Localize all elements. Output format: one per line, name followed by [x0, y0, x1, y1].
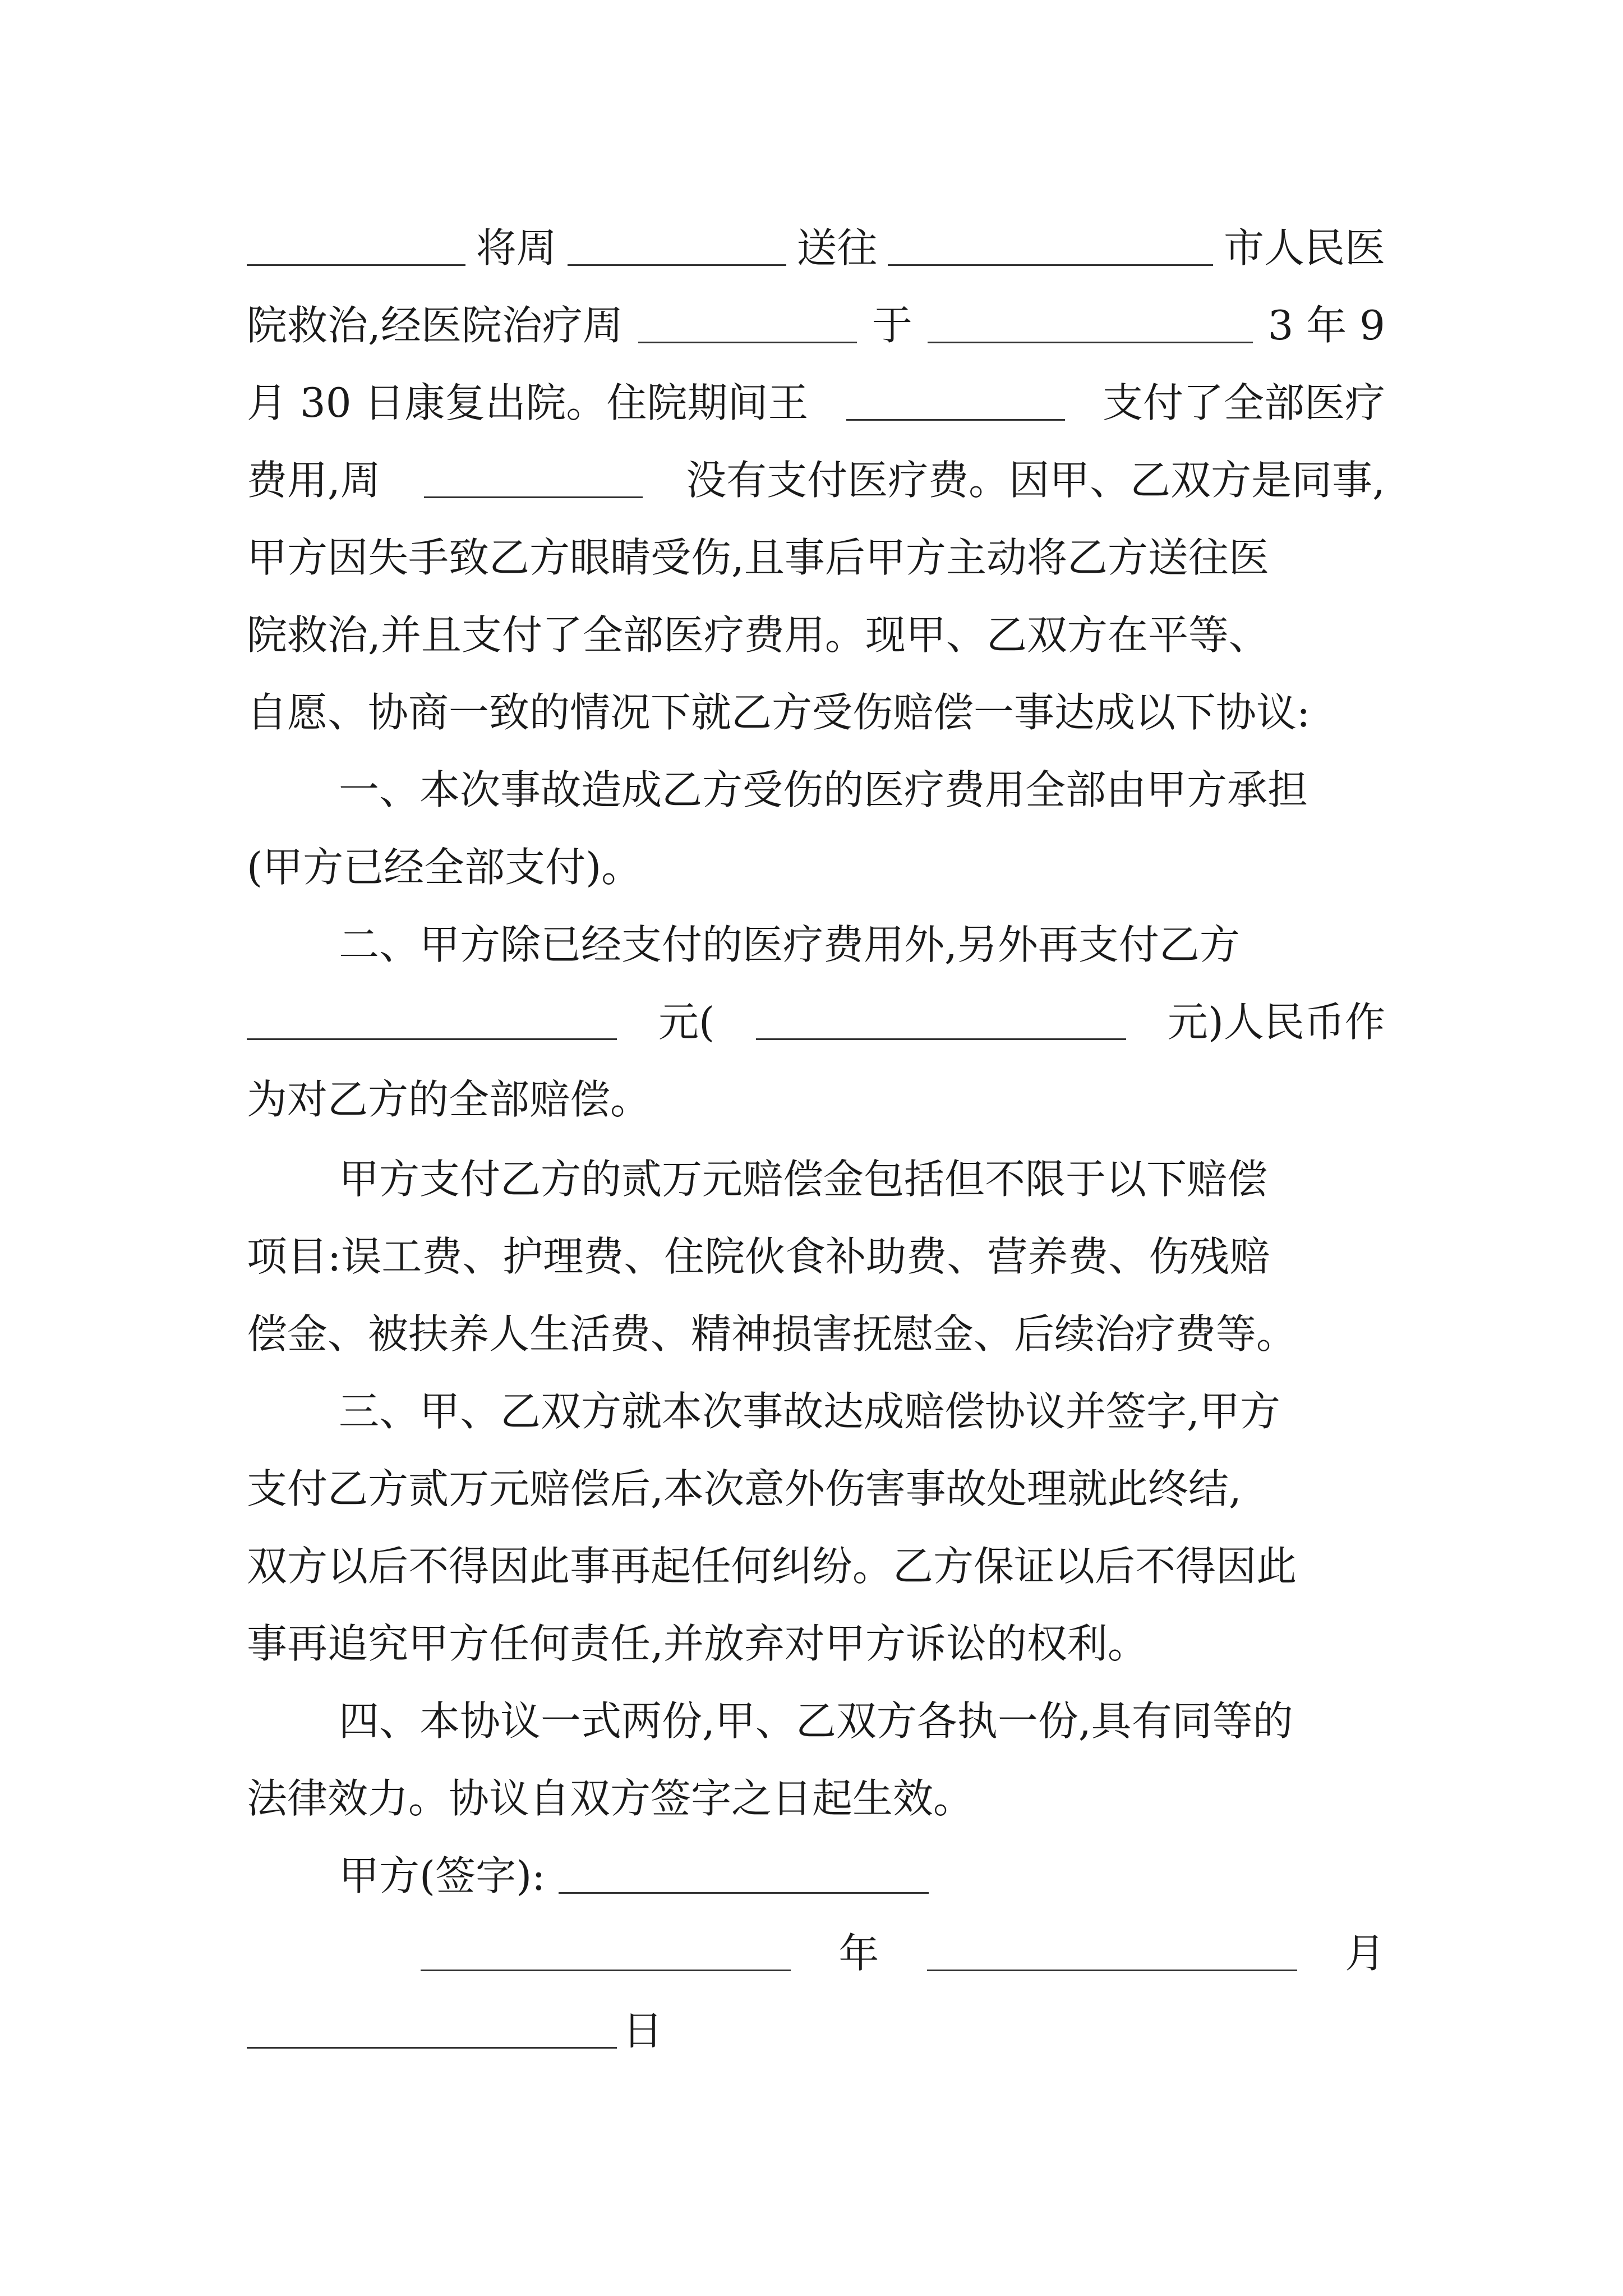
amount-uppercase-blank-field[interactable]	[756, 1033, 1126, 1040]
text-segment: 市人民医	[1223, 224, 1385, 272]
text-segment: 项目:误工费、护理费、住院伙食补助费、营养费、伤残赔	[247, 1233, 1270, 1280]
party-a-signature-label: 甲方(签字):	[339, 1852, 546, 1899]
text-segment: 自愿、协商一致的情况下就乙方受伤赔偿一事达成以下协议:	[247, 689, 1311, 736]
year-label: 年	[838, 1930, 879, 1977]
text-segment: 元(	[658, 999, 715, 1046]
day-label: 日	[623, 2007, 663, 2054]
month-blank-field[interactable]	[927, 1964, 1297, 1971]
day-blank-field[interactable]	[247, 2041, 617, 2049]
party-a-signature-field[interactable]	[559, 1887, 929, 1894]
text-segment: 四、本协议一式两份,甲、乙双方各执一份,具有同等的	[339, 1697, 1293, 1745]
text-segment: 院救治,并且支付了全部医疗费用。现甲、乙双方在平等、	[247, 611, 1269, 659]
amount-blank-field[interactable]	[247, 1033, 617, 1040]
text-segment: 院救治,经医院治疗周	[247, 302, 623, 349]
intro-line-6	[247, 578, 1385, 659]
blank-field[interactable]	[846, 413, 1065, 421]
clause-3-line-3	[247, 1509, 1385, 1590]
text-segment: 一、本次事故造成乙方受伤的医疗费用全部由甲方承担	[339, 766, 1308, 813]
text-segment: 二、甲方除已经支付的医疗费用外,另外再支付乙方	[339, 921, 1240, 968]
text-segment: 支付了全部医疗	[1102, 379, 1385, 426]
text-segment: 元)人民币作	[1167, 999, 1385, 1046]
compensation-line-3	[247, 1277, 1385, 1358]
text-segment: 为对乙方的全部赔偿。	[247, 1076, 651, 1123]
text-segment: 事再追究甲方任何责任,并放弃对甲方诉讼的权利。	[247, 1620, 1148, 1667]
text-segment: 月 30 日康复出院。住院期间王	[247, 379, 809, 426]
text-segment: 送往	[796, 224, 878, 272]
clause-3-line-4	[247, 1586, 1385, 1667]
clause-4-line-1	[339, 1664, 1385, 1745]
intro-line-2	[247, 268, 1385, 349]
clause-2-line-1	[339, 887, 1385, 968]
text-segment: 3 年 9	[1267, 302, 1385, 349]
blank-field[interactable]	[888, 259, 1213, 266]
text-segment: 将周	[476, 224, 557, 272]
party-a-signature-line	[339, 1819, 929, 1899]
clause-1-line-1	[339, 733, 1385, 813]
clause-1-line-2	[247, 810, 1385, 891]
blank-field[interactable]	[247, 259, 465, 266]
year-blank-field[interactable]	[421, 1964, 791, 1971]
intro-line-5	[247, 500, 1385, 581]
date-line	[421, 1896, 1385, 1977]
intro-line-3	[247, 346, 1385, 426]
text-segment: 没有支付医疗费。因甲、乙双方是同事,	[686, 457, 1385, 504]
text-segment: 法律效力。协议自双方签字之日起生效。	[247, 1775, 974, 1822]
intro-line-1	[247, 191, 1385, 272]
text-segment: 支付乙方贰万元赔偿后,本次意外伤害事故处理就此终结,	[247, 1465, 1242, 1512]
clause-2-line-2	[247, 965, 1385, 1046]
clause-3-line-2	[247, 1432, 1385, 1512]
compensation-line-1	[339, 1122, 1385, 1203]
text-segment: 甲方支付乙方的贰万元赔偿金包括但不限于以下赔偿	[339, 1156, 1268, 1203]
day-line	[247, 1973, 663, 2054]
text-segment: 三、甲、乙双方就本次事故达成赔偿协议并签字,甲方	[339, 1388, 1280, 1435]
text-segment: 于	[872, 302, 912, 349]
blank-field[interactable]	[928, 336, 1253, 343]
clause-4-line-2	[247, 1741, 1385, 1822]
blank-field[interactable]	[568, 259, 786, 266]
text-segment: 费用,周	[247, 457, 381, 504]
month-label: 月	[1344, 1930, 1385, 1977]
compensation-line-2	[247, 1199, 1385, 1280]
text-segment: 双方以后不得因此事再起任何纠纷。乙方保证以后不得因此	[247, 1543, 1297, 1590]
text-segment: 偿金、被扶养人生活费、精神损害抚慰金、后续治疗费等。	[247, 1310, 1297, 1358]
blank-field[interactable]	[424, 491, 643, 498]
intro-line-7	[247, 655, 1385, 736]
text-segment: 甲方因失手致乙方眼睛受伤,且事后甲方主动将乙方送往医	[247, 534, 1269, 581]
clause-2-line-3	[247, 1042, 1385, 1123]
clause-3-line-1	[339, 1354, 1385, 1435]
intro-line-4	[247, 423, 1385, 504]
text-segment: (甲方已经全部支付)。	[247, 844, 642, 891]
blank-field[interactable]	[638, 336, 857, 343]
